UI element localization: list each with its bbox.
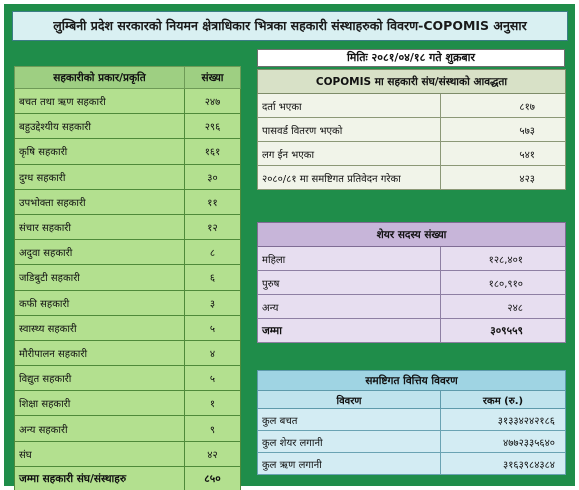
table-row — [15, 265, 241, 290]
row-value: ५ — [185, 366, 241, 391]
row-value: २४७ — [185, 89, 241, 114]
table-row — [258, 247, 566, 271]
row-label: बहुउद्देश्यीय सहकारी — [15, 114, 185, 139]
row-label: कुल शेयर लगानी — [258, 431, 441, 453]
finance-header: समष्टिगत वित्तिय विवरण — [258, 371, 566, 391]
row-label: पासवर्ड वितरण भएको — [258, 118, 441, 142]
row-value: ३१६३९८४३८४ — [441, 453, 566, 475]
row-value: ४२ — [185, 441, 241, 466]
row-value: १२८,४०१ — [441, 247, 566, 271]
copomis-header: COPOMIS मा सहकारी संघ/संस्थाको आवद्धता — [258, 70, 566, 94]
row-label: अन्य सहकारी — [15, 416, 185, 441]
row-value: ५७३ — [441, 118, 566, 142]
row-label: कृषि सहकारी — [15, 139, 185, 164]
finance-table — [257, 370, 566, 475]
row-label: संचार सहकारी — [15, 214, 185, 239]
row-value: ४२३ — [441, 166, 566, 190]
table-row — [15, 114, 241, 139]
row-label: २०८०/८१ मा समष्टिगत प्रतिवेदन गरेका — [258, 166, 441, 190]
table-row — [258, 409, 566, 431]
total-label: जम्मा — [258, 319, 441, 343]
share-members-table — [257, 222, 566, 343]
table-row — [258, 431, 566, 453]
table-row — [15, 391, 241, 416]
row-value: ४७७२३३५६४० — [441, 431, 566, 453]
total-value: ८५० — [185, 466, 241, 490]
row-value: १२ — [185, 214, 241, 239]
row-value: ४ — [185, 340, 241, 365]
total-row — [258, 319, 566, 343]
row-label: जडिबुटी सहकारी — [15, 265, 185, 290]
total-row — [15, 466, 241, 490]
row-value: २४८ — [441, 295, 566, 319]
table-row — [15, 315, 241, 340]
table-row — [15, 189, 241, 214]
copomis-table — [257, 69, 566, 190]
row-value: ११ — [185, 189, 241, 214]
row-label: दर्ता भएका — [258, 94, 441, 118]
table-header-row — [15, 67, 241, 89]
table-row — [15, 340, 241, 365]
table-row — [258, 166, 566, 190]
table-row — [258, 142, 566, 166]
column-header-description: विवरण — [258, 391, 441, 409]
table-row — [258, 94, 566, 118]
row-label: दुग्ध सहकारी — [15, 164, 185, 189]
row-label: महिला — [258, 247, 441, 271]
row-label: मौरीपालन सहकारी — [15, 340, 185, 365]
report-date: मितिः २०८१/०४/१८ गते शुक्रबार — [257, 49, 565, 67]
column-header-count: संख्या — [185, 67, 241, 89]
row-value: ९ — [185, 416, 241, 441]
column-header-type: सहकारीको प्रकार/प्रकृति — [15, 67, 185, 89]
row-label: स्वास्थ्य सहकारी — [15, 315, 185, 340]
table-header-row — [258, 223, 566, 247]
table-row — [258, 118, 566, 142]
cooperative-type-table — [14, 66, 241, 490]
row-label: कफी सहकारी — [15, 290, 185, 315]
row-label: कुल बचत — [258, 409, 441, 431]
row-label: अन्य — [258, 295, 441, 319]
row-label: पुरुष — [258, 271, 441, 295]
row-label: विद्युत सहकारी — [15, 366, 185, 391]
row-value: ५४१ — [441, 142, 566, 166]
table-row — [15, 366, 241, 391]
row-value: २९६ — [185, 114, 241, 139]
table-row — [15, 416, 241, 441]
column-header-amount: रकम (रु.) — [441, 391, 566, 409]
row-label: लग ईन भएका — [258, 142, 441, 166]
table-row — [15, 290, 241, 315]
row-value: ८ — [185, 240, 241, 265]
table-row — [15, 89, 241, 114]
row-label: अदुवा सहकारी — [15, 240, 185, 265]
row-label: शिक्षा सहकारी — [15, 391, 185, 416]
row-value: ५ — [185, 315, 241, 340]
table-header-row — [258, 70, 566, 94]
table-row — [258, 295, 566, 319]
table-row — [15, 441, 241, 466]
row-value: १६१ — [185, 139, 241, 164]
row-value: १ — [185, 391, 241, 416]
table-row — [15, 139, 241, 164]
table-row — [15, 240, 241, 265]
row-value: १८०,९१० — [441, 271, 566, 295]
table-subheader-row — [258, 391, 566, 409]
table-row — [15, 164, 241, 189]
table-row — [258, 453, 566, 475]
total-value: ३०९५५९ — [441, 319, 566, 343]
table-header-row — [258, 371, 566, 391]
row-value: ३ — [185, 290, 241, 315]
row-label: कुल ऋण लगानी — [258, 453, 441, 475]
row-label: संघ — [15, 441, 185, 466]
page-title: लुम्बिनी प्रदेश सरकारको नियमन क्षेत्राधिकार भित्रका सहकारी संस्थाहरुको विवरण-COPOMIS अनुसार — [12, 11, 568, 41]
row-value: ३० — [185, 164, 241, 189]
share-members-header: शेयर सदस्य संख्या — [258, 223, 566, 247]
row-label: बचत तथा ऋण सहकारी — [15, 89, 185, 114]
row-value: ८१७ — [441, 94, 566, 118]
row-value: ६ — [185, 265, 241, 290]
row-value: ३१३३४२४२१८६ — [441, 409, 566, 431]
row-label: उपभोक्ता सहकारी — [15, 189, 185, 214]
table-row — [15, 214, 241, 239]
table-row — [258, 271, 566, 295]
total-label: जम्मा सहकारी संघ/संस्थाहरु — [15, 466, 185, 490]
